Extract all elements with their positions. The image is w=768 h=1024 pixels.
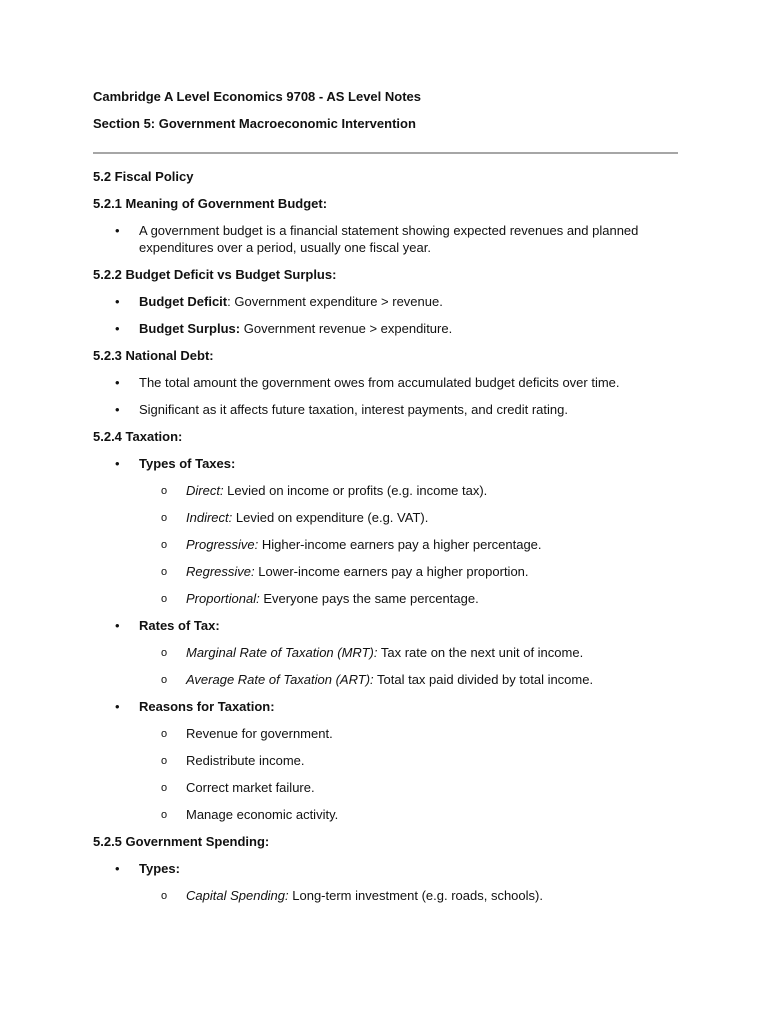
circle-bullet-icon: o	[161, 566, 168, 578]
bullet-icon: •	[115, 402, 120, 417]
term-art: Average Rate of Taxation (ART):	[186, 672, 374, 687]
circle-bullet-icon: o	[161, 890, 168, 902]
term-regressive: Regressive:	[186, 564, 255, 579]
list-item-text: Long-term investment (e.g. roads, schools).	[288, 888, 543, 903]
heading-fiscal-policy: 5.2 Fiscal Policy	[93, 169, 194, 184]
list-item-text: Levied on expenditure (e.g. VAT).	[232, 510, 429, 525]
list-item	[93, 698, 678, 715]
sub-list-item	[93, 536, 678, 553]
term-budget-surplus: Budget Surplus:	[139, 321, 241, 336]
label-types-of-taxes: Types of Taxes:	[139, 456, 236, 471]
list-item-text: The total amount the government owes from accumulated budget deficits over time.	[139, 375, 620, 390]
bullet-icon: •	[115, 223, 120, 238]
list-item-text: Manage economic activity.	[186, 807, 339, 822]
list-item-text: Total tax paid divided by total income.	[373, 672, 594, 687]
heading-meaning-budget: 5.2.1 Meaning of Government Budget:	[93, 196, 328, 211]
list-item-text: Government revenue > expenditure.	[240, 321, 453, 336]
heading-government-spending: 5.2.5 Government Spending:	[93, 834, 270, 849]
sub-list-item	[93, 725, 678, 742]
heading-national-debt: 5.2.3 National Debt:	[93, 348, 214, 363]
sub-list-item	[93, 887, 678, 904]
sub-list-item	[93, 590, 678, 607]
list-item-text: Significant as it affects future taxation, interest payments, and credit rating.	[139, 402, 568, 417]
label-spending-types: Types:	[139, 861, 180, 876]
horizontal-rule	[93, 152, 678, 154]
list-item-text: Tax rate on the next unit of income.	[377, 645, 584, 660]
term-budget-deficit: Budget Deficit	[139, 294, 228, 309]
bullet-icon: •	[115, 375, 120, 390]
list-item-text: Redistribute income.	[186, 753, 305, 768]
list-item-text: Lower-income earners pay a higher proportion.	[254, 564, 529, 579]
list-item	[93, 222, 678, 256]
sub-list-item	[93, 644, 678, 661]
list-item-text: Higher-income earners pay a higher percentage.	[258, 537, 542, 552]
term-proportional: Proportional:	[186, 591, 260, 606]
term-indirect: Indirect:	[186, 510, 233, 525]
bullet-icon: •	[115, 321, 120, 336]
list-item	[93, 455, 678, 472]
sub-list-item	[93, 779, 678, 796]
bullet-icon: •	[115, 861, 120, 876]
sub-list-item	[93, 752, 678, 769]
sub-list-item	[93, 563, 678, 580]
circle-bullet-icon: o	[161, 674, 168, 686]
list-item-text: Levied on income or profits (e.g. income tax).	[223, 483, 488, 498]
circle-bullet-icon: o	[161, 728, 168, 740]
document-title: Cambridge A Level Economics 9708 - AS Level Notes	[93, 89, 422, 104]
bullet-icon: •	[115, 699, 120, 714]
list-item	[93, 401, 678, 418]
circle-bullet-icon: o	[161, 647, 168, 659]
section-title: Section 5: Government Macroeconomic Intervention	[93, 116, 416, 131]
heading-taxation: 5.2.4 Taxation:	[93, 429, 183, 444]
list-item	[93, 293, 678, 310]
label-rates-of-tax: Rates of Tax:	[139, 618, 220, 633]
sub-list-item	[93, 806, 678, 823]
sub-list-item	[93, 482, 678, 499]
list-item-text: : Government expenditure > revenue.	[227, 294, 443, 309]
sub-list-item	[93, 509, 678, 526]
term-capital-spending: Capital Spending:	[186, 888, 289, 903]
circle-bullet-icon: o	[161, 539, 168, 551]
circle-bullet-icon: o	[161, 782, 168, 794]
list-item-text: Everyone pays the same percentage.	[259, 591, 479, 606]
bullet-icon: •	[115, 294, 120, 309]
circle-bullet-icon: o	[161, 485, 168, 497]
term-direct: Direct:	[186, 483, 224, 498]
label-reasons-for-taxation: Reasons for Taxation:	[139, 699, 275, 714]
list-item	[93, 374, 678, 391]
document-body	[93, 88, 678, 914]
list-item	[93, 617, 678, 634]
list-item-text: A government budget is a financial statement showing expected revenues and planned expenditures over a period, usually one fiscal year.	[139, 223, 639, 255]
list-item-text: Correct market failure.	[186, 780, 315, 795]
circle-bullet-icon: o	[161, 755, 168, 767]
list-item	[93, 320, 678, 337]
circle-bullet-icon: o	[161, 809, 168, 821]
list-item	[93, 860, 678, 877]
circle-bullet-icon: o	[161, 593, 168, 605]
sub-list-item	[93, 671, 678, 688]
circle-bullet-icon: o	[161, 512, 168, 524]
heading-deficit-surplus: 5.2.2 Budget Deficit vs Budget Surplus:	[93, 267, 337, 282]
term-mrt: Marginal Rate of Taxation (MRT):	[186, 645, 378, 660]
bullet-icon: •	[115, 618, 120, 633]
term-progressive: Progressive:	[186, 537, 259, 552]
bullet-icon: •	[115, 456, 120, 471]
list-item-text: Revenue for government.	[186, 726, 333, 741]
